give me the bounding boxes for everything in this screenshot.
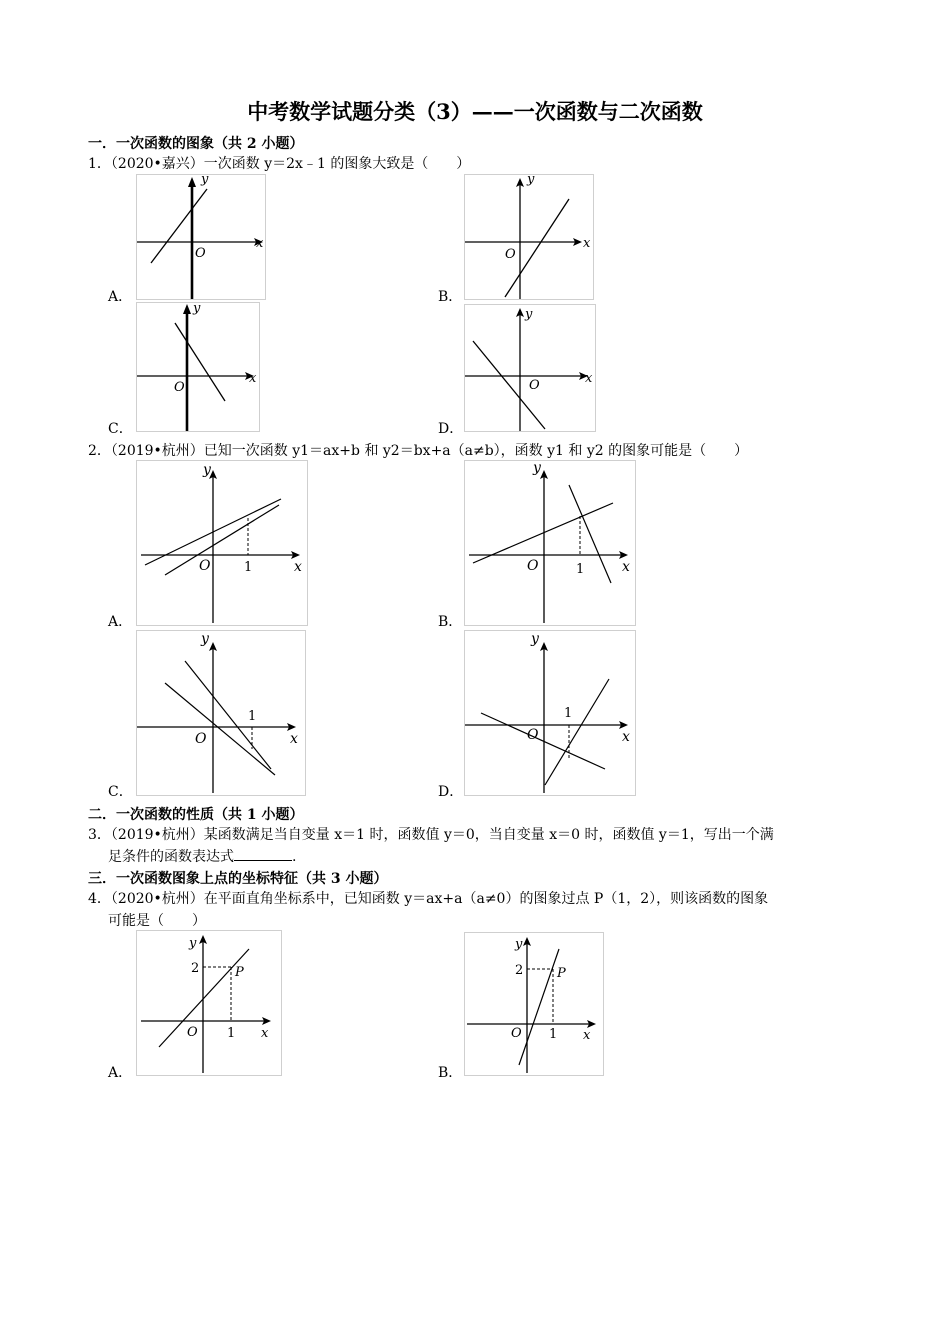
axis-y-label: y bbox=[525, 307, 533, 322]
axis-y-label: y bbox=[531, 631, 539, 647]
origin-label: O bbox=[174, 380, 185, 395]
q1-option-b-label: B． bbox=[438, 289, 463, 305]
tick-one-label: 1 bbox=[576, 562, 585, 577]
axis-x-label: x bbox=[249, 371, 257, 386]
q4-graph-a[interactable] bbox=[136, 930, 282, 1076]
question-3-line-1: 3．（2019•杭州）某函数满足当自变量 x＝1 时，函数值 y＝0，当自变量 x＝0 时，函数值 y＝1，写出一个满 bbox=[88, 827, 774, 843]
axis-x-label: x bbox=[261, 1026, 269, 1041]
tick-one-label: 1 bbox=[227, 1026, 236, 1041]
axis-x-label: x bbox=[622, 559, 630, 575]
axis-y-label: y bbox=[533, 461, 541, 476]
point-p-label: P bbox=[235, 965, 244, 980]
q1-graph-c[interactable] bbox=[136, 302, 260, 432]
tick-one-label: 1 bbox=[248, 709, 257, 724]
origin-label: O bbox=[199, 558, 211, 574]
q1-graph-b[interactable] bbox=[464, 174, 594, 300]
axis-y-label: y bbox=[193, 303, 201, 316]
q2-graph-c[interactable] bbox=[136, 630, 306, 796]
axis-x-label: x bbox=[583, 1028, 591, 1043]
q2-option-b-label: B． bbox=[438, 614, 463, 630]
axis-y-label: y bbox=[527, 175, 535, 187]
axis-y-label: y bbox=[189, 936, 197, 951]
axis-y-label: y bbox=[515, 937, 523, 952]
q4-graph-b[interactable] bbox=[464, 932, 604, 1076]
q1-option-a-label: A． bbox=[108, 289, 133, 305]
question-4-line-1: 4．（2020•杭州）在平面直角坐标系中，已知函数 y＝ax+a（a≠0）的图象过点 P（1，2），则该函数的图象 bbox=[88, 891, 769, 907]
tick-one-label: 1 bbox=[244, 560, 253, 575]
axis-x-label: x bbox=[622, 729, 630, 745]
q2-graph-b[interactable] bbox=[464, 460, 636, 626]
question-3-period: . bbox=[292, 849, 297, 865]
q2-option-d-label: D． bbox=[438, 784, 464, 800]
origin-label: O bbox=[505, 247, 516, 262]
q2-graph-d[interactable] bbox=[464, 630, 636, 796]
origin-label: O bbox=[187, 1025, 198, 1040]
origin-label: O bbox=[511, 1026, 522, 1041]
q1-option-c-label: C． bbox=[108, 421, 133, 437]
origin-label: O bbox=[527, 558, 539, 574]
q4-option-b-label: B． bbox=[438, 1065, 463, 1081]
q1-graph-d[interactable] bbox=[464, 304, 596, 432]
origin-label: O bbox=[195, 246, 206, 261]
question-3-text: 足条件的函数表达式 bbox=[108, 849, 234, 865]
axis-y-label: y bbox=[201, 175, 209, 187]
axis-x-label: x bbox=[256, 236, 264, 251]
tick-two-label: 2 bbox=[191, 961, 200, 976]
tick-one-label: 1 bbox=[549, 1027, 558, 1042]
axis-y-label: y bbox=[203, 462, 211, 478]
question-2: 2．（2019•杭州）已知一次函数 y1＝ax+b 和 y2＝bx+a（a≠b），函数 y1 和 y2 的图象可能是（ ） bbox=[88, 443, 749, 459]
q2-graph-a[interactable] bbox=[136, 460, 308, 626]
q1-graph-a[interactable] bbox=[136, 174, 266, 300]
section-3-heading: 三．一次函数图象上点的坐标特征（共 3 小题） bbox=[88, 871, 388, 887]
section-1-heading: 一．一次函数的图象（共 2 小题） bbox=[88, 136, 304, 152]
q1-option-d-label: D． bbox=[438, 421, 464, 437]
tick-two-label: 2 bbox=[515, 963, 524, 978]
origin-label: O bbox=[195, 731, 207, 747]
page-title: 中考数学试题分类（3）——一次函数与二次函数 bbox=[247, 99, 703, 124]
axis-y-label: y bbox=[201, 631, 209, 647]
question-1: 1．（2020•嘉兴）一次函数 y＝2x﹣1 的图象大致是（ ） bbox=[88, 156, 471, 172]
axis-x-label: x bbox=[294, 559, 302, 575]
axis-x-label: x bbox=[290, 731, 298, 747]
origin-label: O bbox=[527, 727, 539, 743]
q2-option-a-label: A． bbox=[108, 614, 133, 630]
question-4-line-2: 可能是（ ） bbox=[108, 913, 206, 929]
section-2-heading: 二．一次函数的性质（共 1 小题） bbox=[88, 807, 304, 823]
point-p-label: P bbox=[557, 966, 566, 981]
answer-blank[interactable] bbox=[234, 846, 292, 861]
tick-one-label: 1 bbox=[564, 706, 573, 721]
q4-option-a-label: A． bbox=[108, 1065, 133, 1081]
axis-x-label: x bbox=[583, 236, 591, 251]
axis-x-label: x bbox=[585, 371, 593, 386]
question-3-line-2 bbox=[108, 846, 296, 868]
q2-option-c-label: C． bbox=[108, 784, 133, 800]
origin-label: O bbox=[529, 378, 540, 393]
